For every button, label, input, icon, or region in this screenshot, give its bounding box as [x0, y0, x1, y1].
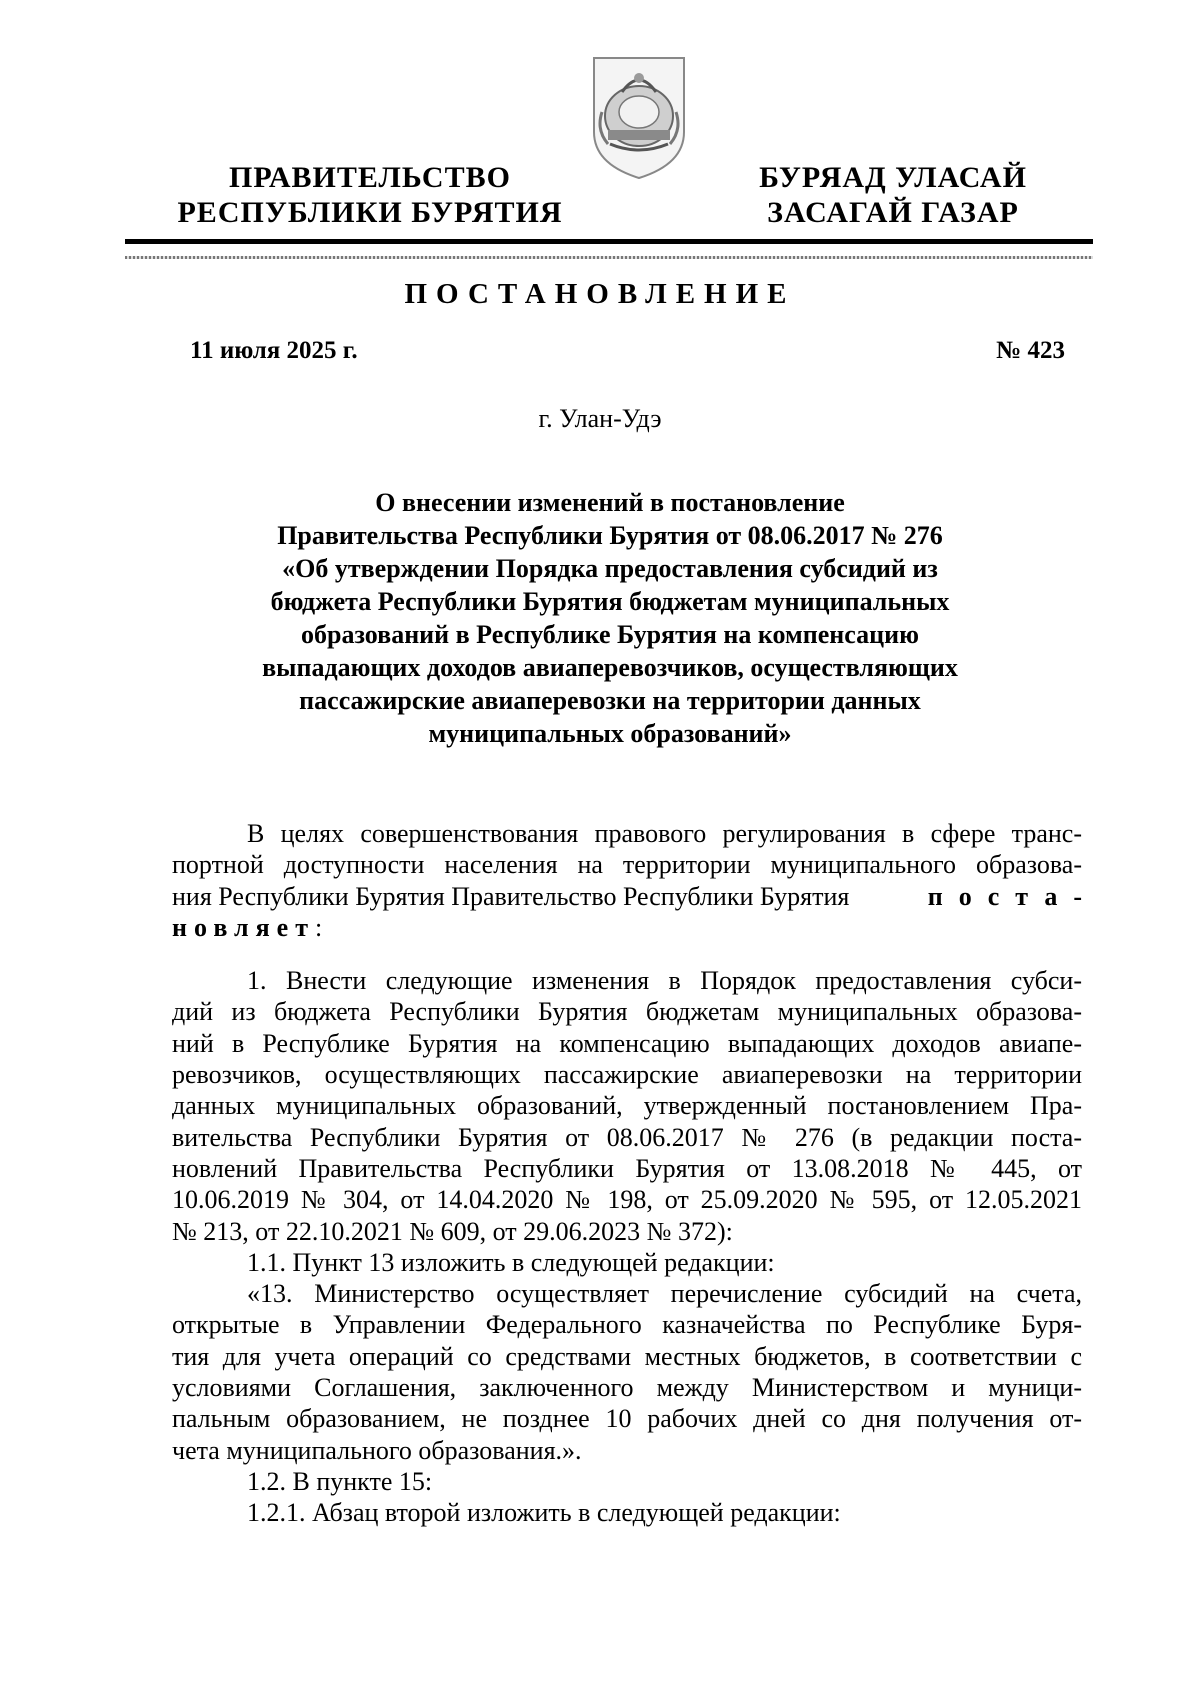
- preamble-line: [172, 912, 1082, 943]
- header-rule-thick: [125, 239, 1093, 244]
- preamble-colon: :: [315, 912, 323, 942]
- title-line: образований в Республике Бурятия на компенсацию: [301, 620, 919, 649]
- clause-1-1: 1.1. Пункт 13 изложить в следующей редакции:: [247, 1247, 775, 1277]
- clause-1-1-text-line: условиями Соглашения, заключенного между Министерством и муници-: [172, 1373, 1082, 1403]
- title-line: Правительства Республики Бурятия от 08.06.2017 № 276: [277, 521, 943, 550]
- clause-1-2-1: 1.2.1. Абзац второй изложить в следующей редакции:: [247, 1498, 841, 1528]
- issuer-ru-line2: РЕСПУБЛИКИ БУРЯТИЯ: [177, 196, 563, 229]
- issuer-name-russian: [170, 160, 570, 230]
- issuer-name-buryat: [738, 160, 1048, 230]
- clause-line: № 213, от 22.10.2021 № 609, от 29.06.2023 № 372):: [172, 1216, 733, 1246]
- clause-1-2: 1.2. В пункте 15:: [247, 1466, 433, 1496]
- clause-1-1-text-line: «13. Министерство осуществляет перечисление субсидий на счета,: [247, 1279, 1082, 1309]
- header-rule-thin: [125, 256, 1093, 259]
- resolves-word-part1: поста-: [927, 881, 1098, 911]
- clause-1-1-text-line: открытые в Управлении Федерального казначейства по Республике Буря-: [172, 1310, 1082, 1340]
- document-title: [200, 486, 1020, 750]
- clause-line: 10.06.2019 № 304, от 14.04.2020 № 198, от 25.09.2020 № 595, от 12.05.2021: [172, 1185, 1082, 1215]
- document-type: ПОСТАНОВЛЕНИЕ: [404, 278, 796, 310]
- title-line: О внесении изменений в постановление: [375, 488, 845, 517]
- issuer-bua-line2: ЗАСАГАЙ ГАЗАР: [767, 196, 1019, 229]
- clause-line: новлений Правительства Республики Бурятия от 13.08.2018 № 445, от: [172, 1153, 1082, 1183]
- clause-1-1-text-line: пальным образованием, не позднее 10 рабочих дней со дня получения от-: [172, 1404, 1082, 1434]
- clause-line: данных муниципальных образований, утвержденный постановлением Пра-: [172, 1091, 1082, 1121]
- title-line: бюджета Республики Бурятия бюджетам муниципальных: [270, 587, 950, 616]
- paragraph-gap: [172, 943, 1082, 965]
- clause-line: дий из бюджета Республики Бурятия бюджетам муниципальных образова-: [172, 997, 1082, 1027]
- title-line: выпадающих доходов авиаперевозчиков, осуществляющих: [262, 653, 958, 682]
- title-line: пассажирские авиаперевозки на территории данных: [299, 686, 921, 715]
- title-line: «Об утверждении Порядка предоставления субсидий из: [282, 554, 938, 583]
- clause-line: ревозчиков, осуществляющих пассажирские авиаперевозки на территории: [172, 1060, 1082, 1090]
- clause-1-1-text-line: чета муниципального образования.».: [172, 1435, 582, 1465]
- issuer-ru-line1: ПРАВИТЕЛЬСТВО: [229, 161, 511, 194]
- issuer-bua-line1: БУРЯАД УЛАСАЙ: [759, 161, 1027, 194]
- document-date: 11 июля 2025 г.: [190, 337, 358, 364]
- clause-1-1-text-line: тия для учета операций со средствами местных бюджетов, в соответствии с: [172, 1341, 1082, 1371]
- preamble-text: ния Республики Бурятия Правительство Республики Бурятия: [172, 881, 850, 911]
- document-number: № 423: [996, 337, 1065, 364]
- clause-line: ний в Республике Бурятия на компенсацию выпадающих доходов авиапе-: [172, 1028, 1082, 1058]
- resolves-word-part2: новляет: [172, 912, 315, 942]
- preamble-line: [172, 881, 1098, 912]
- preamble-line: В целях совершенствования правового регулирования в сфере транс-: [247, 819, 1082, 848]
- title-line: муниципальных образований»: [428, 719, 792, 748]
- document-body: [172, 818, 1098, 1529]
- preamble-line: портной доступности населения на территории муниципального образова-: [172, 850, 1082, 880]
- clause-line: вительства Республики Бурятия от 08.06.2017 № 276 (в редакции поста-: [172, 1122, 1082, 1152]
- coat-of-arms-emblem: [586, 52, 692, 182]
- document-city: г. Улан-Удэ: [538, 404, 662, 433]
- clause-line: 1. Внести следующие изменения в Порядок предоставления субси-: [247, 966, 1082, 996]
